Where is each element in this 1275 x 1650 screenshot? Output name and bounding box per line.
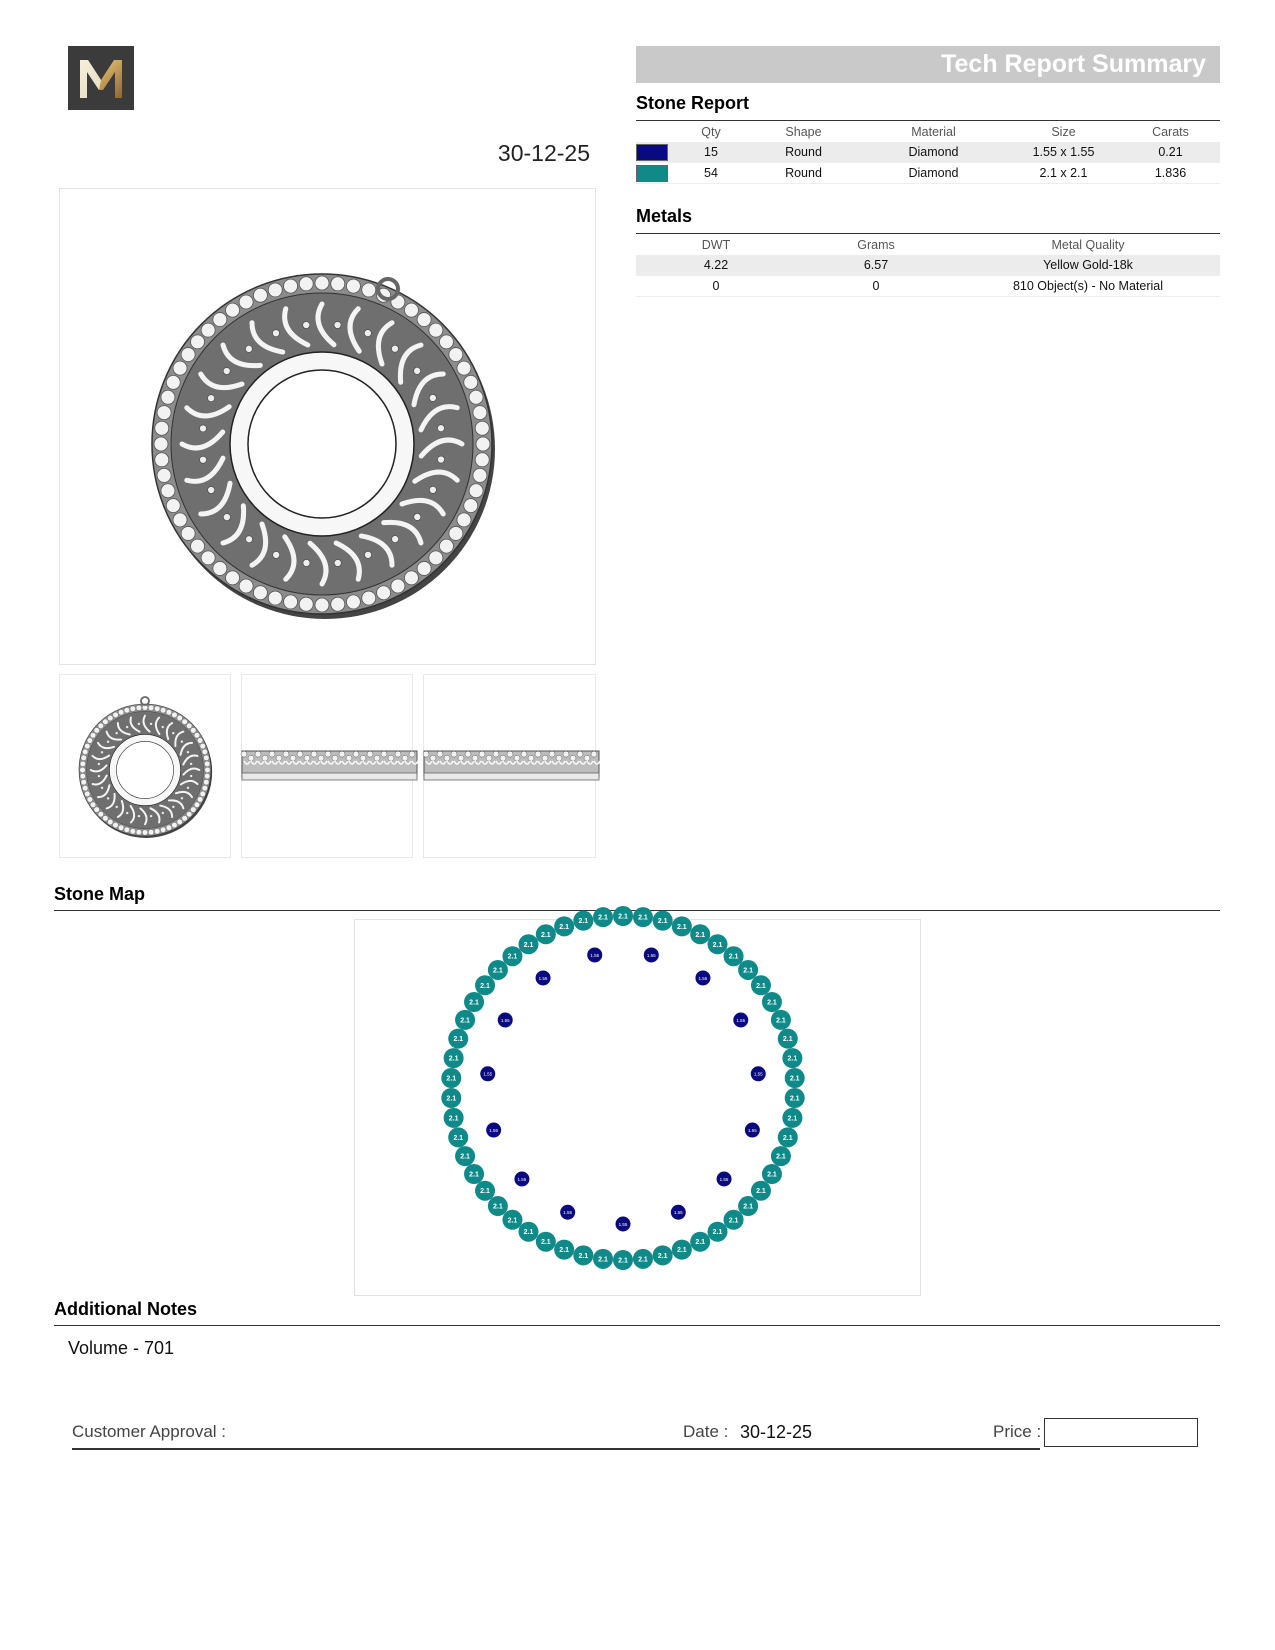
col-material: Material: [911, 125, 956, 139]
outer-stone-label: 2.1: [540, 1239, 551, 1247]
outer-stone-label: 2.1: [789, 1075, 800, 1083]
outer-stone-label: 2.1: [523, 1229, 534, 1237]
outer-stone-label: 2.1: [480, 982, 490, 990]
outer-stone-label: 2.1: [507, 1217, 518, 1225]
inner-stone-label: 1.55: [698, 975, 708, 981]
table-row: [636, 255, 1220, 276]
outer-stone-label: 2.1: [695, 931, 706, 939]
stone-shape: Round: [746, 142, 861, 163]
stone-size: 2.1 x 2.1: [1006, 163, 1121, 184]
outer-stone-label: 2.1: [618, 913, 628, 921]
outer-stone-label: 2.1: [460, 1017, 470, 1025]
inner-stone-label: 1.55: [747, 1127, 757, 1133]
metal-quality: 810 Object(s) - No Material: [956, 276, 1220, 297]
outer-stone-label: 2.1: [728, 1217, 739, 1225]
outer-stone-label: 2.1: [676, 923, 687, 931]
outer-stone-label: 2.1: [559, 1247, 570, 1255]
outer-stone-label: 2.1: [453, 1134, 464, 1142]
report-header-bar: [636, 46, 1220, 83]
metal-dwt: 4.22: [636, 255, 796, 276]
inner-stone-label: 1.55: [489, 1127, 499, 1133]
stone-material: Diamond: [861, 163, 1006, 184]
outer-stone-label: 2.1: [743, 1203, 753, 1211]
price-input-box[interactable]: [1044, 1418, 1198, 1447]
date-value: 30-12-25: [740, 1422, 813, 1442]
inner-stone-label: 1.55: [736, 1017, 746, 1023]
outer-stone-label: 2.1: [695, 1239, 706, 1247]
notes-text: Volume - 701: [68, 1338, 175, 1358]
metal-grams: 6.57: [796, 255, 956, 276]
outer-stone-label: 2.1: [756, 1188, 766, 1196]
metals-title: Metals: [636, 206, 693, 226]
outer-stone-label: 2.1: [782, 1036, 793, 1044]
col-qty: Qty: [701, 125, 721, 139]
inner-stone-label: 1.55: [500, 1017, 510, 1023]
inner-stone-label: 1.55: [517, 1176, 527, 1182]
outer-stone-label: 2.1: [743, 967, 753, 975]
table-row: [636, 276, 1220, 297]
col-shape: Shape: [785, 125, 822, 139]
inner-stone-label: 1.55: [563, 1210, 573, 1216]
outer-stone-label: 2.1: [507, 953, 518, 961]
inner-stone-label: 1.55: [618, 1221, 628, 1227]
stone-carats: 1.836: [1121, 163, 1220, 184]
date-label: Date :: [683, 1422, 729, 1441]
inner-stone-label: 1.55: [646, 952, 656, 958]
inner-stone-label: 1.55: [753, 1071, 763, 1077]
report-date: 30-12-25: [497, 140, 590, 166]
outer-stone-label: 2.1: [448, 1055, 459, 1063]
metal-grams: 0: [796, 276, 956, 297]
approval-signature-line[interactable]: [72, 1448, 1040, 1450]
outer-stone-label: 2.1: [578, 1252, 589, 1260]
metal-quality: Yellow Gold-18k: [956, 255, 1220, 276]
stone-color-swatch: [636, 144, 668, 161]
outer-stone-label: 2.1: [469, 999, 479, 1007]
metals-table: [636, 235, 1220, 297]
stone-map-diagram: [354, 913, 921, 1296]
stone-carats: 0.21: [1121, 142, 1220, 163]
inner-stone-label: 1.55: [538, 975, 548, 981]
outer-stone-label: 2.1: [789, 1095, 800, 1103]
outer-stone-label: 2.1: [559, 923, 570, 931]
outer-stone-label: 2.1: [523, 941, 534, 949]
outer-stone-label: 2.1: [638, 914, 648, 922]
outer-stone-label: 2.1: [448, 1115, 459, 1123]
outer-stone-label: 2.1: [782, 1134, 793, 1142]
outer-stone-label: 2.1: [598, 914, 608, 922]
outer-stone-label: 2.1: [493, 1203, 503, 1211]
stone-report-table: [636, 122, 1220, 184]
outer-stone-label: 2.1: [480, 1188, 490, 1196]
col-grams: Grams: [857, 238, 895, 252]
stone-shape: Round: [746, 163, 861, 184]
stone-color-swatch: [636, 165, 668, 182]
inner-stone-label: 1.55: [483, 1071, 493, 1077]
report-title: Tech Report Summary: [941, 50, 1206, 78]
stone-report-divider: [636, 120, 1220, 121]
inner-stone-label: 1.55: [673, 1210, 683, 1216]
notes-divider: [54, 1325, 1220, 1326]
outer-stone-label: 2.1: [787, 1115, 798, 1123]
col-carats: Carats: [1152, 125, 1189, 139]
stone-map-title: Stone Map: [54, 884, 146, 904]
m-monogram-logo-icon: [68, 46, 134, 110]
outer-stone-label: 2.1: [756, 982, 766, 990]
outer-stone-label: 2.1: [657, 1252, 668, 1260]
outer-stone-label: 2.1: [712, 1229, 723, 1237]
outer-stone-label: 2.1: [638, 1256, 648, 1264]
col-size: Size: [1051, 125, 1076, 139]
outer-stone-label: 2.1: [618, 1257, 628, 1265]
thumbnail-front-view[interactable]: [59, 674, 231, 858]
outer-stone-label: 2.1: [540, 931, 551, 939]
stone-qty: 15: [676, 142, 746, 163]
col-dwt: DWT: [701, 238, 731, 252]
table-row: [636, 163, 1220, 184]
outer-stone-label: 2.1: [676, 1247, 687, 1255]
outer-stone-label: 2.1: [446, 1075, 457, 1083]
thumbnail-side-view[interactable]: [241, 674, 413, 858]
stone-material: Diamond: [861, 142, 1006, 163]
outer-stone-label: 2.1: [728, 953, 739, 961]
metal-dwt: 0: [636, 276, 796, 297]
outer-stone-label: 2.1: [578, 918, 589, 926]
main-product-render: [59, 188, 596, 665]
outer-stone-label: 2.1: [657, 918, 668, 926]
outer-stone-label: 2.1: [767, 999, 777, 1007]
outer-stone-label: 2.1: [787, 1055, 798, 1063]
outer-stone-label: 2.1: [493, 967, 503, 975]
table-row: [636, 142, 1220, 163]
outer-stone-label: 2.1: [453, 1036, 464, 1044]
pendant-render-image: [60, 189, 595, 664]
outer-stone-label: 2.1: [598, 1256, 608, 1264]
additional-notes-title: Additional Notes: [54, 1299, 197, 1319]
thumbnail-angle-view[interactable]: [423, 674, 596, 858]
customer-approval-label: Customer Approval :: [72, 1422, 227, 1441]
col-metal-quality: Metal Quality: [1051, 238, 1125, 252]
outer-stone-label: 2.1: [712, 941, 723, 949]
outer-stone-label: 2.1: [460, 1153, 470, 1161]
outer-stone-label: 2.1: [446, 1095, 457, 1103]
outer-stone-label: 2.1: [776, 1153, 786, 1161]
metals-divider: [636, 233, 1220, 234]
outer-stone-label: 2.1: [776, 1017, 786, 1025]
inner-stone-label: 1.55: [590, 952, 600, 958]
stone-size: 1.55 x 1.55: [1006, 142, 1121, 163]
company-logo: [68, 46, 134, 110]
outer-stone-label: 2.1: [767, 1171, 777, 1179]
stone-report-title: Stone Report: [636, 93, 750, 113]
inner-stone-label: 1.55: [719, 1176, 729, 1182]
price-label: Price :: [993, 1422, 1042, 1441]
stone-qty: 54: [676, 163, 746, 184]
outer-stone-label: 2.1: [469, 1171, 479, 1179]
